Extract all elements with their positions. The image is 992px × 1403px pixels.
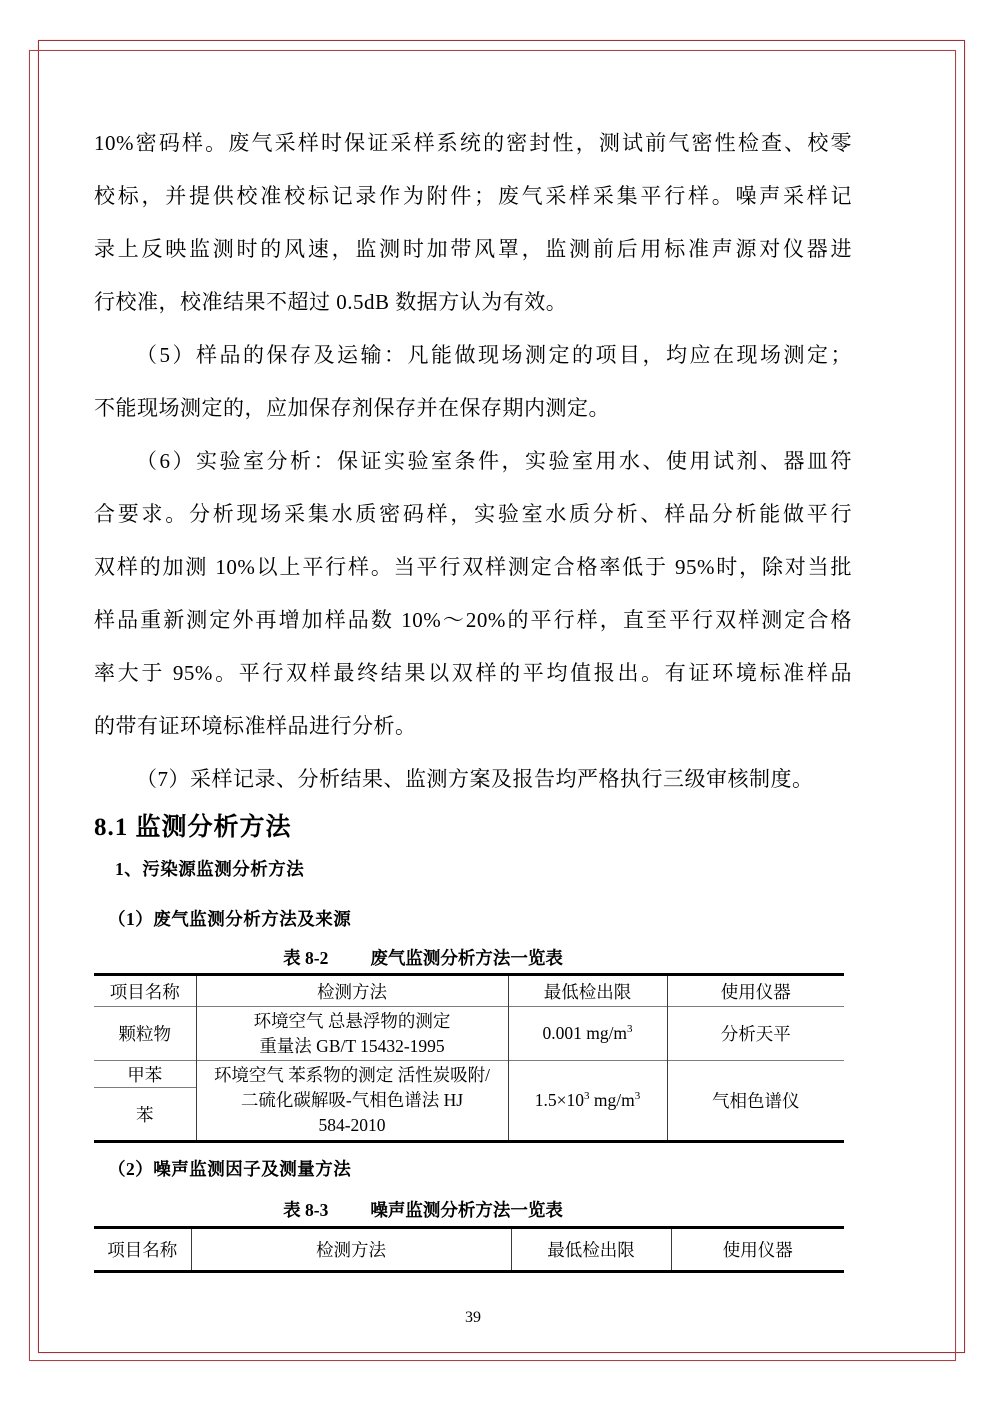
subheading-pollution-source-methods: 1、污染源监测分析方法 bbox=[115, 859, 305, 879]
document-content bbox=[94, 117, 852, 1327]
table-row-toluene bbox=[94, 1061, 844, 1088]
table-8-2-caption-title: 废气监测分析方法一览表 bbox=[370, 948, 563, 968]
table-8-3-caption-label: 表 8-3 bbox=[283, 1200, 329, 1220]
cell-method-particulate bbox=[196, 1007, 508, 1061]
page-number: 39 bbox=[465, 1309, 481, 1326]
table-header-row bbox=[94, 1228, 844, 1272]
text-line: （6）实验室分析：保证实验室条件，实验室用水、使用试剂、器皿符 bbox=[136, 449, 852, 473]
cell-instrument-particulate: 分析天平 bbox=[667, 1007, 844, 1061]
cell-item-toluene: 甲苯 bbox=[94, 1061, 196, 1088]
paragraph-item-7 bbox=[94, 753, 852, 806]
cell-limit-particulate bbox=[508, 1007, 667, 1061]
cell-instrument-benzene-series: 气相色谱仪 bbox=[667, 1061, 844, 1142]
text-line: 合要求。分析现场采集水质密码样，实验室水质分析、样品分析能做平行 bbox=[94, 502, 852, 526]
noise-methods-table bbox=[94, 1226, 844, 1273]
limit-superscript: 3 bbox=[584, 1090, 590, 1103]
limit-unit: mg/m bbox=[589, 1090, 635, 1110]
text-line: （7）采样记录、分析结果、监测方案及报告均严格执行三级审核制度。 bbox=[136, 767, 814, 791]
cell-limit-benzene-series bbox=[508, 1061, 667, 1142]
limit-value: 0.001 mg/m bbox=[542, 1023, 628, 1043]
text-line: 录上反映监测时的风速，监测时加带风罩，监测前后用标准声源对仪器进 bbox=[94, 237, 852, 261]
method-line: 584-2010 bbox=[318, 1115, 386, 1135]
limit-superscript: 3 bbox=[634, 1090, 641, 1103]
limit-superscript: 3 bbox=[627, 1023, 633, 1036]
method-line: 二硫化碳解吸-气相色谱法 HJ bbox=[240, 1090, 464, 1110]
section-heading-8-1: 8.1 监测分析方法 bbox=[94, 814, 292, 841]
method-line: 环境空气 苯系物的测定 活性炭吸附/ bbox=[213, 1065, 491, 1085]
header-cell-method: 检测方法 bbox=[191, 1228, 511, 1272]
text-line: 的带有证环境标准样品进行分析。 bbox=[94, 714, 417, 738]
waste-gas-methods-table bbox=[94, 973, 844, 1143]
text-line: 10%密码样。废气采样时保证采样系统的密封性，测试前气密性检查、校零 bbox=[94, 131, 852, 155]
header-cell-item-name: 项目名称 bbox=[107, 1240, 178, 1260]
text-line: 校标，并提供校准校标记录作为附件；废气采样采集平行样。噪声采样记 bbox=[94, 184, 852, 208]
table-header-row bbox=[94, 975, 844, 1007]
paragraph-item-6 bbox=[94, 435, 852, 753]
limit-value: 1.5×10 bbox=[534, 1090, 585, 1110]
header-cell-detection-limit: 最低检出限 bbox=[508, 975, 667, 1007]
table-row-particulate bbox=[94, 1007, 844, 1061]
text-line: 行校准，校准结果不超过 0.5dB 数据方认为有效。 bbox=[94, 290, 568, 314]
text-line: 不能现场测定的，应加保存剂保存并在保存期内测定。 bbox=[94, 396, 610, 420]
text-line: 双样的加测 10%以上平行样。当平行双样测定合格率低于 95%时，除对当批 bbox=[94, 555, 852, 579]
table-8-2-caption-label: 表 8-2 bbox=[283, 948, 329, 968]
table-8-3-caption bbox=[44, 1196, 802, 1224]
table-8-2-caption bbox=[44, 944, 802, 972]
header-cell-method: 检测方法 bbox=[196, 975, 508, 1007]
cell-method-benzene-series bbox=[196, 1061, 508, 1142]
text-line: （5）样品的保存及运输：凡能做现场测定的项目，均应在现场测定； bbox=[136, 343, 852, 367]
header-cell-instrument: 使用仪器 bbox=[667, 975, 844, 1007]
paragraph-qa-sampling bbox=[94, 117, 852, 329]
subheading-noise-factors: （2）噪声监测因子及测量方法 bbox=[108, 1159, 352, 1179]
subheading-waste-gas-methods: （1）废气监测分析方法及来源 bbox=[108, 909, 352, 929]
text-line: 样品重新测定外再增加样品数 10%～20%的平行样，直至平行双样测定合格 bbox=[94, 608, 852, 632]
method-line: 环境空气 总悬浮物的测定 bbox=[253, 1010, 451, 1031]
header-cell-item-name: 项目名称 bbox=[109, 981, 180, 1002]
paragraph-item-5 bbox=[94, 329, 852, 435]
text-line: 率大于 95%。平行双样最终结果以双样的平均值报出。有证环境标准样品 bbox=[94, 661, 852, 685]
table-8-3-caption-title: 噪声监测分析方法一览表 bbox=[370, 1200, 563, 1220]
cell-item-benzene: 苯 bbox=[94, 1088, 196, 1142]
header-cell-instrument: 使用仪器 bbox=[671, 1228, 844, 1272]
cell-item-particulate: 颗粒物 bbox=[94, 1007, 196, 1061]
method-line: 重量法 GB/T 15432-1995 bbox=[259, 1035, 445, 1056]
header-cell-detection-limit: 最低检出限 bbox=[511, 1228, 671, 1272]
